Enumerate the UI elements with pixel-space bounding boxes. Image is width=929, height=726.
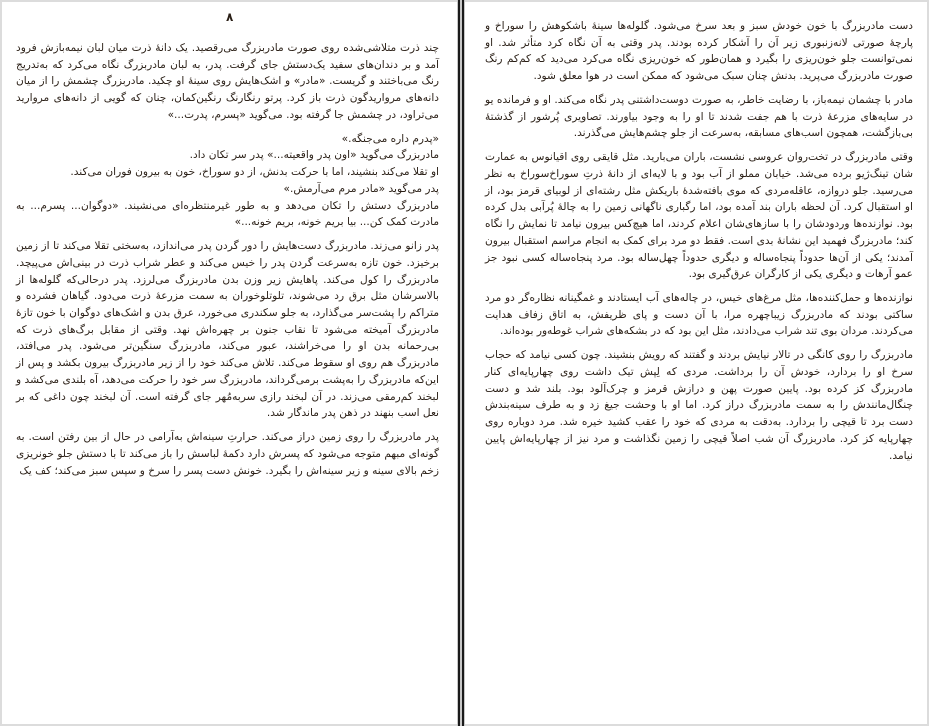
page-number: ۸ [226,10,234,24]
dialogue-line: مادربزرگ می‌گوید «اون پدر واقعیته...» پدر سر تکان داد. [189,149,439,162]
paragraph: پدر مادربزرگ را روی زمین دراز می‌کند. حرارتِ سینه‌اش به‌آرامی در حال از بین رفتن است. به گونه‌ای مبهم متوجه می‌شود که پسرش دارد دکمهٔ لباسش را باز می‌کند تا با دستش جلو خونریزی زخم بالای سینه و زیر سینه‌اش را بگیرد. خونش دست پسر را سرخ و سپس سبز می‌کند؛ کف یک [16,431,439,477]
dialogue-line: «پدرم داره می‌جنگه.» [341,132,439,145]
paragraph: مادربزرگ را روی کانگی در تالار نیایش بردند و گفتند که رویش بنشیند. چون کسی نیامد که حجاب سرخ او را بردارد، خودش آن را برداشت. مردی که لِپش تیک داشت روی چهارپایه‌ای کنار مادربزرگ کز کرده بود. پایین صورت پهن و درازش قرمز و چرک‌آلود بود. بلند شد و دست چنگال‌مانندش را به سمت مادربزرگ دراز کرد. اما او با وحشت جیغ زد و به طرف سینه‌بندش دست برد تا قیچی را بردارد. به‌دقت به مردی که خود را عقب کشید خیره شد. مرد دوباره روی چهارپایه کز کرد. مادربزرگ آن شب اصلاً قیچی را زمین نگذاشت و مرد نیز از چهارپایه‌اش پایین نیامد. [485,349,913,462]
dialogue-line: مادربزرگ دستش را تکان می‌دهد و به طور غیرمنتظره‌ای می‌نشیند. «دوگوان... پسرم... به مادرت کمک کن... بیا بریم خونه، بریم خونه...» [16,199,439,229]
paragraph: مادر با چشمان نیمه‌باز، با رضایت خاطر، به صورت دوست‌داشتنی پدر نگاه می‌کند. او و فرمانده یو در سایه‌های مزرعهٔ ذرت با هم جفت شدند تا او را به وجود بیاورند. تصاویری پُرشور از گذشتهٔ بی‌بازگشت، همچون اسب‌های مسابقه، به‌سرعت از جلو چشم‌هایش می‌گذرند. [485,93,913,140]
dialogue-line: پدر می‌گوید «مادر مرم می‌آرمش.» [283,182,439,195]
dialogue-line: او تقلا می‌کند بنشیند، اما با حرکت بدنش، از دو سوراخ، خون به بیرون فوران می‌کند. [70,166,439,179]
paragraph: دست مادربزرگ با خون خودش سبز و بعد سرخ می‌شود. گلوله‌ها سینهٔ باشکوهش را سوراخ و پارچهٔ صورتی لانه‌زنبوری زیر آن را آشکار کرده بودند. پدر وقتی به آن نگاه کرد متأثر شد. او نمی‌توانست جلو خون‌ریزی را بگیرد و همان‌طور که خون‌ریزی نگاه می‌کرد می‌دید که کم‌کم رنگ صورت مادربزرگ می‌پرید. بدنش چنان سبک می‌شود که ممکن است در هوا معلق شود. [485,20,913,83]
paragraph: چند ذرت متلاشی‌شده روی صورت مادربزرگ می‌رقصید. یک دانهٔ ذرت میان لبان نیمه‌بازش فرود آمد و بر دندان‌های سفید یک‌دستش جای گرفت. پدر، به لبان مادربزرگ نگاه می‌کرد که به‌تدریج رنگ می‌باختند و گریست. «مادر» و اشک‌هایش روی سینهٔ او چکید. مادربزرگ چشمش را از میان دانه‌های مرواریدگون ذرت باز کرد. پرتو رنگارنگ رنگین‌کمان، چنان که گویی از دانه‌های مروارید می‌تراود، در چشمش جا گرفته بود. می‌گوید «پسرم، پدرت...» [16,42,439,121]
book-spine [457,0,465,726]
right-page [465,2,927,724]
paragraph: وقتی مادربزرگ در تخت‌روان عروسی نشست، باران می‌بارید. مثل قایقی روی اقیانوس به عمارت شان تینگ‌ژیو برده می‌شد. خیابان مملو از آب بود و با لایه‌ای از دانهٔ ذرتِ سوراخ‌سوراخ به نظر می‌رسید. جلو دروازه، عاقله‌مردی که موی بافته‌شدهٔ باریکش مثل رشته‌ای از لوبیای قرمز بود، از او استقبال کرد. آن لحظه باران بند آمده بود، اما رگباری ناگهانی زمین را به چالهٔ پُرآبی بدل کرده بود. نوازنده‌ها وردودشان را با سازهای‌شان اعلام کردند، اما هیچ‌کس بیرون نیامد تا نمایش را نگاه کند؛ مادربزرگ فهمید این نشانهٔ بدی است. فقط دو مرد برای کمک به انجام مراسم استقبال بیرون آمدند؛ یکی از آن‌ها حدوداً پنجاه‌ساله و دیگری حدوداً چهل‌ساله بود. مرد پنجاه‌ساله کسی نبود جز عمو آرهات و دیگری یکی از کارگران عرق‌گیری بود. [485,151,913,281]
left-page [2,2,457,724]
paragraph: پدر زانو می‌زند. مادربزرگ دست‌هایش را دور گردن پدر می‌اندازد، به‌سختی تقلا می‌کند تا از زمین برخیزد. خون تازه به‌سرعت گردن پدر را خیس می‌کند و عطر شراب ذرت در بینی‌اش می‌پیچد. مادربزرگ را کول می‌کند. پاهایش زیر وزن بدن مادربزرگ می‌لرزد. پدر درحالی‌که گلوله‌ها از بالاسرشان مثل برق رد می‌شوند، تلوتلوخوران به سمت مزرعهٔ ذرت می‌دود. گیاهان فشرده و متراکم را پشت‌سر می‌گذارد، به جلو سکندری می‌خورد، عرق بدن و اشک‌های دوگوان با خون تازهٔ مادربزرگ آمیخته می‌شود تا نقاب جنون بر چهره‌اش نهد. وقتی از مقابل برگ‌های ذرت که بی‌رحمانه بدن او را می‌خراشند، عبور می‌کند، مادربزرگ سنگین‌تر می‌شود. پدر می‌افتد، مادربزرگ هم روی او سقوط می‌کند. تلاش می‌کند خود را از زیر مادربزرگ بیرون بکشد و پس از این‌که مادربزرگ را به‌پشت برمی‌گرداند، مادربزرگ سر خود را حرکت می‌دهد، آه بلندی می‌کشد و لبخند کم‌رمقی می‌زند. در آن لبخند رازی سربه‌مُهر جای گرفته است. آن لبخند چون داغی که بر نعل اسب بنهند در ذهن پدر ماندگار شد. [16,240,439,420]
paragraph: نوازنده‌ها و حمل‌کننده‌ها، مثل مرغ‌های خیس، در چاله‌های آب ایستادند و غمگینانه نظاره‌گر دو مرد ساکتی بودند که مادربزرگ زیباچهره مرا، با آن دست و پای ظریفش، به اتاق زفاف هدایت می‌کردند. مردان بوی تند شراب می‌دادند، مثل این بود که در بشکه‌های شراب غوطه‌ور بوده‌اند. [485,292,913,338]
